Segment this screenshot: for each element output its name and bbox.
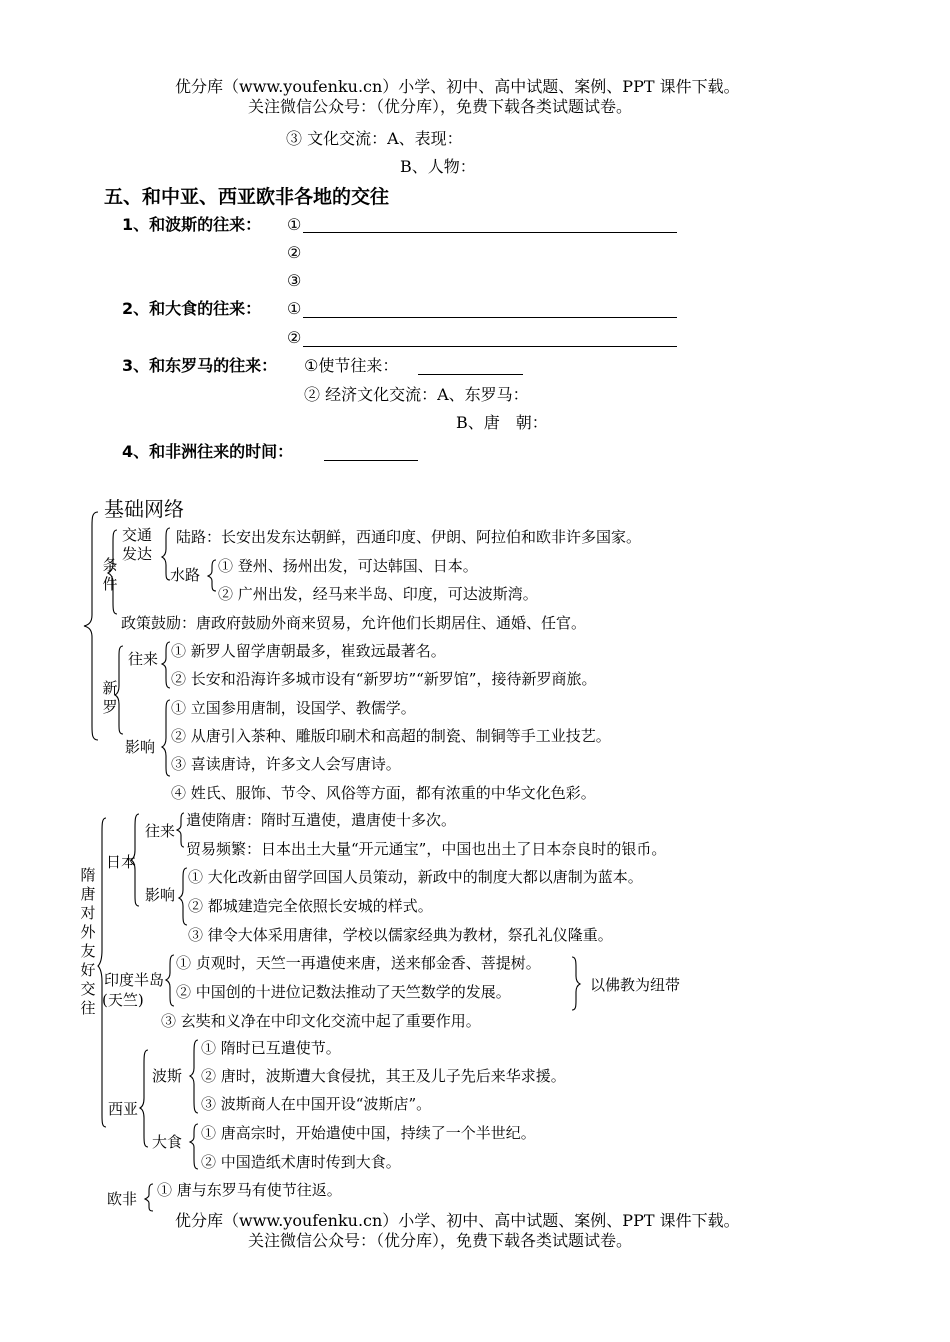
persia-node-1: ① 隋时已互遣使节。 [201,1039,341,1057]
silla-contact-label: 往来 [128,650,159,668]
water-route-label: 水路 [170,566,201,584]
brace-india [166,955,174,1006]
japan-label: 日本 [106,853,137,871]
euroafrica-item-1: ① 唐与东罗马有使节往返。 [157,1181,342,1199]
silla-influence-1: ① 立国参用唐制，设国学、教儒学。 [171,699,416,717]
brace-water [208,560,216,591]
india-item-3: ③ 玄奘和义净在中印文化交流中起了重要作用。 [161,1012,481,1030]
land-route: 陆路：长安出发东达朝鲜，西通印度、伊朗、阿拉伯和欧非许多国家。 [176,528,642,546]
root-label: 隋唐对外友好交往 [80,866,96,1017]
arab-node-2: ② 中国造纸术唐时传到大食。 [201,1153,401,1171]
brace-india-note [572,957,580,1010]
brace-transport [162,528,170,580]
silla-label: 新罗 [102,679,118,716]
africa-label: 4、和非洲往来的时间： [122,442,294,461]
brace-outer [84,512,98,740]
silla-influence-2: ② 从唐引入茶种、雕版印刷术和高超的制瓷、制铜等手工业技艺。 [171,727,611,745]
culture-exchange-line: ③ 文化交流：A、表现： [286,129,463,148]
transport-label: 交通发达 [122,526,153,563]
silla-influence-label: 影响 [125,738,156,756]
silla-influence-4: ④ 姓氏、服饰、节令、风俗等方面，都有浓重的中华文化色彩。 [171,784,596,802]
persia-node-2: ② 唐时，波斯遭大食侵扰，其王及儿子先后来华求援。 [201,1067,566,1085]
policy-encouragement: 政策鼓励：唐政府鼓励外商来贸易，允许他们长期居住、通婚、任官。 [121,614,587,632]
conditions-label: 条件 [102,556,118,593]
rome-label: 3、和东罗马的往来： [122,356,278,375]
persia-item-3-marker: ③ [287,271,302,290]
brace-westasia [140,1050,148,1147]
section-5-title: 五、和中亚、西亚欧非各地的交往 [104,186,390,208]
persia-node-3: ③ 波斯商人在中国开设“波斯店”。 [201,1095,432,1113]
footer-line-1: 优分库（www.youfenku.cn）小学、初中、高中试题、案例、PPT 课件下载。 [175,1211,740,1230]
westasia-label: 西亚 [108,1100,139,1118]
india-label: 印度半岛 [104,971,165,989]
persia-label: 1、和波斯的往来： [122,215,262,234]
footer-line-2: 关注微信公众号：（优分库），免费下载各类试题试卷。 [248,1231,633,1250]
arab-item-2-marker: ② [287,328,302,347]
india-item-2: ② 中国创的十进位记数法推动了天竺数学的发展。 [176,983,511,1001]
network-title: 基础网络 [104,497,184,521]
water-route-1: ① 登州、扬州出发，可达韩国、日本。 [218,557,478,575]
brace-silla-influence [162,700,170,776]
culture-people-line: B、人物： [400,157,476,176]
arab-node-label: 大食 [152,1133,183,1151]
buddhism-link-note: 以佛教为纽带 [590,976,681,994]
brace-euroafrica [145,1184,153,1211]
silla-contact-2: ② 长安和沿海许多城市设有“新罗坊”“新罗馆”，接待新罗商旅。 [171,670,597,688]
japan-influence-1: ① 大化改新由留学回国人员策动，新政中的制度大都以唐制为蓝本。 [188,868,643,886]
japan-contact-1: 遣使隋唐：隋时互遣使，遣唐使十多次。 [186,811,457,829]
brace-japan-influence [179,868,187,925]
persia-node-label: 波斯 [152,1067,183,1085]
japan-influence-2: ② 都城建造完全依照长安城的样式。 [188,897,433,915]
india-label-alt: (天竺) [102,991,144,1009]
silla-influence-3: ③ 喜读唐诗，许多文人会写唐诗。 [171,755,401,773]
arab-item-1-marker: ① [287,299,302,318]
japan-contact-2: 贸易频繁：日本出土大量“开元通宝”，中国也出土了日本奈良时的银币。 [186,840,667,858]
japan-influence-label: 影响 [145,886,176,904]
euroafrica-label: 欧非 [107,1190,138,1208]
persia-item-2-marker: ② [287,243,302,262]
rome-envoy: ①使节往来： [304,356,399,375]
silla-contact-1: ① 新罗人留学唐朝最多，崔致远最著名。 [171,642,446,660]
india-item-1: ① 贞观时，天竺一再遣使来唐，送来郁金香、菩提树。 [176,954,541,972]
persia-item-1-marker: ① [287,215,302,234]
brace-arab [190,1124,198,1169]
header-line-1: 优分库（www.youfenku.cn）小学、初中、高中试题、案例、PPT 课件下载。 [175,77,740,96]
water-route-2: ② 广州出发，经马来半岛、印度，可达波斯湾。 [218,585,538,603]
brace-silla-contact [162,642,170,688]
japan-contact-label: 往来 [145,822,176,840]
brace-persia [190,1040,198,1113]
rome-tang: B、唐 朝： [456,413,548,432]
rome-econ: ② 经济文化交流：A、东罗马： [304,385,529,404]
header-line-2: 关注微信公众号：（优分库），免费下载各类试题试卷。 [248,97,633,116]
arab-node-1: ① 唐高宗时，开始遣使中国，持续了一个半世纪。 [201,1124,536,1142]
brace-japan-contact [177,813,184,847]
arab-label: 2、和大食的往来： [122,299,262,318]
japan-influence-3: ③ 律令大体采用唐律，学校以儒家经典为教材，祭孔礼仪隆重。 [188,926,613,944]
